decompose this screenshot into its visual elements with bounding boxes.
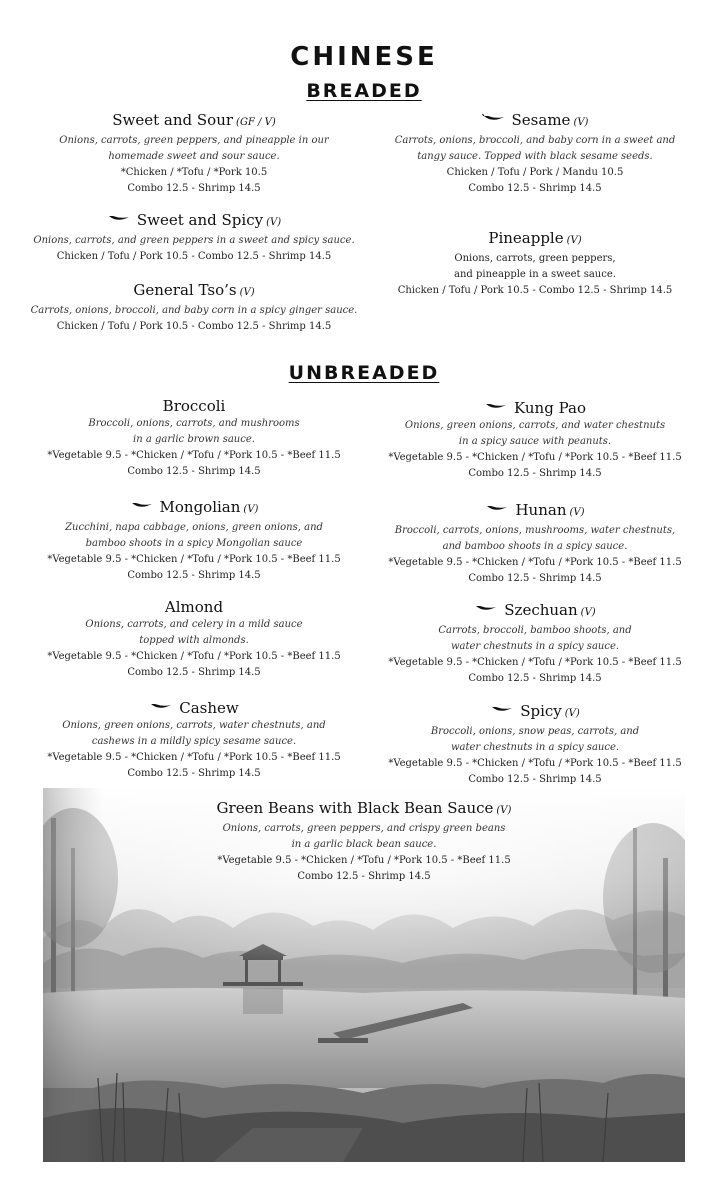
item-prices: Combo 12.5 - Shrimp 14.5: [468, 183, 602, 194]
item-prices: *Vegetable 9.5 - *Chicken / *Tofu / *Pork 10.5 - *Beef 11.5: [388, 657, 682, 668]
menu-item-hunan: [368, 500, 702, 587]
item-description: in a spicy sauce with peanuts.: [458, 436, 612, 447]
item-description: Carrots, broccoli, bamboo shoots, and: [438, 625, 632, 636]
item-prices: *Vegetable 9.5 - *Chicken / *Tofu / *Pork 10.5 - *Beef 11.5: [47, 752, 341, 763]
item-name: [20, 110, 368, 133]
item-prices: Combo 12.5 - Shrimp 14.5: [127, 183, 261, 194]
chili-pepper-icon: [474, 599, 498, 619]
section-title-breaded: BREADED: [306, 80, 422, 102]
item-description: and pineapple in a sweet sauce.: [454, 269, 616, 280]
item-title: Cashew: [179, 699, 239, 717]
item-description: Zucchini, napa cabbage, onions, green onions, and: [65, 522, 323, 533]
menu-item-green-beans: [100, 798, 628, 885]
menu-item-sesame: [368, 110, 702, 197]
diet-tag: (V): [580, 607, 596, 618]
chili-pepper-icon: [484, 397, 508, 417]
item-description: Carrots, onions, broccoli, and baby corn in a sweet and: [394, 135, 676, 146]
item-description: in a garlic brown sauce.: [133, 434, 255, 445]
item-title: Mongolian: [159, 498, 241, 516]
item-prices: *Vegetable 9.5 - *Chicken / *Tofu / *Pork 10.5 - *Beef 11.5: [217, 855, 511, 866]
menu-item-general-tsos: [20, 280, 368, 335]
item-description: Onions, green onions, carrots, and water chestnuts: [404, 420, 666, 431]
item-prices: *Vegetable 9.5 - *Chicken / *Tofu / *Pork 10.5 - *Beef 11.5: [47, 651, 341, 662]
item-prices: *Vegetable 9.5 - *Chicken / *Tofu / *Pork 10.5 - *Beef 11.5: [47, 554, 341, 565]
menu-item-kung-pao: [368, 398, 702, 482]
item-description: Onions, green onions, carrots, water chestnuts, and: [62, 720, 326, 731]
item-name: [20, 280, 368, 303]
chili-pepper-icon: [485, 499, 509, 519]
menu-item-broccoli: [20, 396, 368, 480]
menu-item-szechuan: [368, 600, 702, 687]
item-title: Almond: [164, 598, 224, 616]
item-description: Onions, carrots, and celery in a mild sauce: [85, 619, 303, 630]
item-title: Szechuan: [504, 601, 578, 619]
item-name: [20, 396, 368, 416]
item-title: Pineapple: [488, 229, 564, 247]
item-prices: Combo 12.5 - Shrimp 14.5: [127, 570, 261, 581]
diet-tag: (GF / V): [236, 117, 276, 128]
item-prices: *Vegetable 9.5 - *Chicken / *Tofu / *Pork 10.5 - *Beef 11.5: [47, 450, 341, 461]
diet-tag: (V): [566, 235, 582, 246]
item-prices: Combo 12.5 - Shrimp 14.5: [127, 466, 261, 477]
item-name: [368, 228, 702, 251]
item-prices: Combo 12.5 - Shrimp 14.5: [468, 573, 602, 584]
item-title: Hunan: [515, 501, 567, 519]
item-prices: Chicken / Tofu / Pork 10.5 - Combo 12.5 - Shrimp 14.5: [56, 321, 332, 332]
item-prices: Chicken / Tofu / Pork 10.5 - Combo 12.5 - Shrimp 14.5: [397, 285, 673, 296]
item-description: Broccoli, onions, snow peas, carrots, and: [430, 726, 640, 737]
diet-tag: (V): [266, 217, 282, 228]
item-description: and bamboo shoots in a spicy sauce.: [442, 541, 628, 552]
menu-item-cashew: [20, 698, 368, 782]
chili-pepper-icon: [149, 697, 173, 717]
item-title: Spicy: [520, 702, 562, 720]
item-prices: *Vegetable 9.5 - *Chicken / *Tofu / *Pork 10.5 - *Beef 11.5: [388, 758, 682, 769]
item-name: [20, 597, 368, 617]
item-prices: Chicken / Tofu / Pork / Mandu 10.5: [446, 167, 624, 178]
item-name: [368, 398, 702, 418]
diet-tag: (V): [569, 507, 585, 518]
item-prices: Combo 12.5 - Shrimp 14.5: [468, 774, 602, 785]
chili-pepper-icon: [482, 109, 506, 129]
chili-pepper-icon: [130, 496, 154, 516]
item-prices: Combo 12.5 - Shrimp 14.5: [127, 667, 261, 678]
item-description: Broccoli, onions, carrots, and mushrooms: [88, 418, 300, 429]
item-prices: Combo 12.5 - Shrimp 14.5: [468, 468, 602, 479]
section-title-unbreaded: UNBREADED: [288, 362, 440, 384]
item-description: bamboo shoots in a spicy Mongolian sauce: [85, 538, 303, 549]
item-prices: Combo 12.5 - Shrimp 14.5: [127, 768, 261, 779]
item-prices: *Chicken / *Tofu / *Pork 10.5: [120, 167, 268, 178]
item-name: [20, 497, 368, 520]
item-title: Sweet and Spicy: [136, 211, 264, 229]
item-prices: Chicken / Tofu / Pork 10.5 - Combo 12.5 - Shrimp 14.5: [56, 251, 332, 262]
item-name: [100, 798, 628, 821]
menu-item-pineapple: [368, 228, 702, 299]
menu-item-mongolian: [20, 497, 368, 584]
item-description: homemade sweet and sour sauce.: [108, 151, 280, 162]
menu-item-sweet-and-sour: [20, 110, 368, 197]
item-description: cashews in a mildly spicy sesame sauce.: [91, 736, 297, 747]
item-prices: *Vegetable 9.5 - *Chicken / *Tofu / *Pork 10.5 - *Beef 11.5: [388, 557, 682, 568]
item-description: Onions, carrots, green peppers,: [454, 253, 616, 264]
menu-item-almond: [20, 597, 368, 681]
chili-pepper-icon: [107, 209, 131, 229]
page-title: CHINESE: [290, 42, 438, 72]
item-description: water chestnuts in a spicy sauce.: [450, 641, 620, 652]
item-title: Broccoli: [162, 397, 226, 415]
item-prices: *Vegetable 9.5 - *Chicken / *Tofu / *Pork 10.5 - *Beef 11.5: [388, 452, 682, 463]
menu-item-sweet-and-spicy: [20, 210, 368, 265]
item-name: [368, 701, 702, 724]
item-description: topped with almonds.: [139, 635, 249, 646]
item-description: Broccoli, carrots, onions, mushrooms, water chestnuts,: [394, 525, 676, 536]
diet-tag: (V): [243, 504, 259, 515]
item-description: tangy sauce. Topped with black sesame seeds.: [417, 151, 653, 162]
item-name: [20, 210, 368, 233]
item-name: [20, 698, 368, 718]
item-prices: Combo 12.5 - Shrimp 14.5: [468, 673, 602, 684]
item-description: in a garlic black bean sauce.: [291, 839, 437, 850]
diet-tag: (V): [564, 708, 580, 719]
diet-tag: (V): [239, 287, 255, 298]
item-description: Carrots, onions, broccoli, and baby corn in a spicy ginger sauce.: [30, 305, 358, 316]
item-title: Sweet and Sour: [112, 111, 234, 129]
item-description: water chestnuts in a spicy sauce.: [450, 742, 620, 753]
item-name: [368, 600, 702, 623]
item-description: Onions, carrots, green peppers, and crispy green beans: [222, 823, 506, 834]
item-prices: Combo 12.5 - Shrimp 14.5: [297, 871, 431, 882]
item-title: Sesame: [511, 111, 571, 129]
menu-item-spicy: [368, 701, 702, 788]
item-title: Green Beans with Black Bean Sauce: [216, 799, 494, 817]
item-title: General Tso’s: [133, 281, 237, 299]
item-title: Kung Pao: [514, 399, 586, 417]
diet-tag: (V): [496, 805, 512, 816]
chili-pepper-icon: [490, 700, 514, 720]
diet-tag: (V): [573, 117, 589, 128]
item-name: [368, 500, 702, 523]
item-description: Onions, carrots, and green peppers in a sweet and spicy sauce.: [33, 235, 355, 246]
item-description: Onions, carrots, green peppers, and pineapple in our: [59, 135, 329, 146]
item-name: [368, 110, 702, 133]
